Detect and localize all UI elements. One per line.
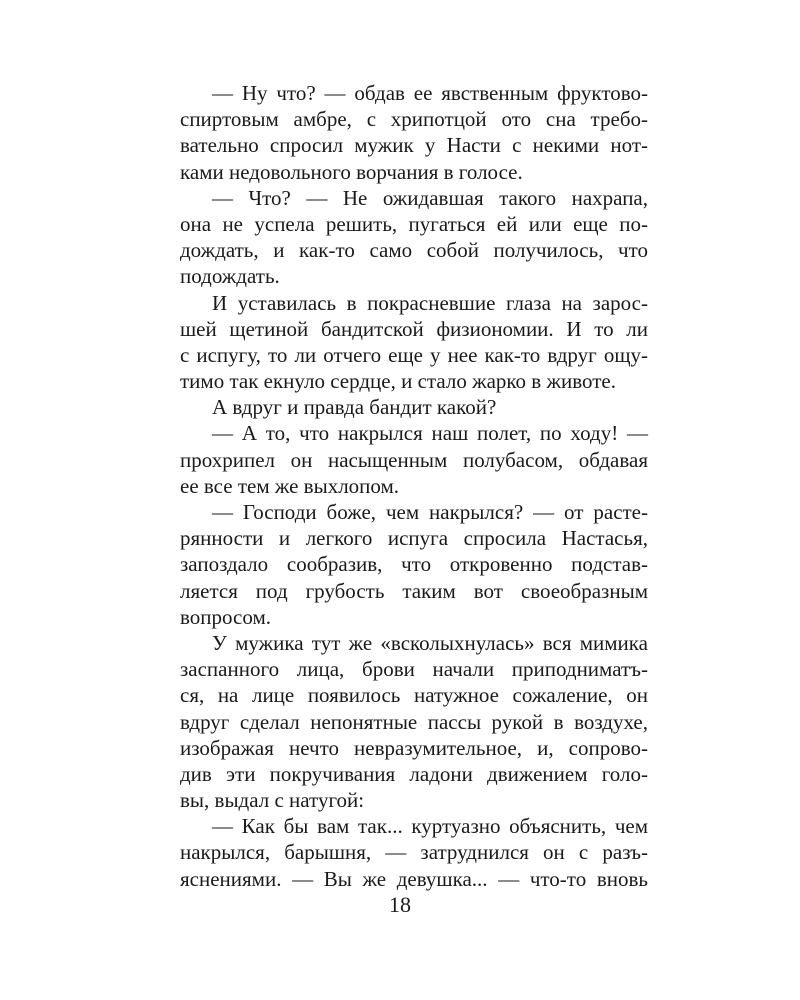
text-line: шей щетиной бандитской физиономии. И то ли (180, 316, 648, 341)
text-line: тимо так екнуло сердце, и стало жарко в животе. (180, 369, 616, 394)
text-line: прохрипел он насыщенным полубасом, обдавая (180, 447, 648, 472)
text-line: подождать. (180, 264, 280, 289)
text-line: — Ну что? — обдав ее явственным фруктово- (212, 81, 648, 105)
text-line: — А то, что накрылся наш полет, по ходу! — (212, 421, 648, 446)
text-line: вдруг сделал непонятные пассы рукой в воздухе, (180, 709, 648, 734)
body-text (180, 80, 648, 892)
text-line: запоздало сообразив, что откровенно подстав- (180, 552, 648, 577)
text-line: У мужика тут же «всколыхнулась» вся мимика (212, 630, 648, 655)
text-line: — Как бы вам так... куртуазно объяснить, чем (212, 814, 648, 839)
text-line: дождать, и как-то само собой получилось, что (180, 238, 648, 263)
text-line: она не успела решить, пугаться ей или еще по- (180, 211, 648, 236)
text-line: ся, на лице появилось натужное сожаление, он (180, 683, 648, 708)
text-line: яснениями. — Вы же девушка... — что-то вновь (180, 866, 648, 891)
text-line: с испугу, то ли отчего еще у нее как-то вдруг ощу- (180, 342, 648, 367)
text-line: — Что? — Не ожидавшая такого нахрапа, (212, 185, 648, 210)
text-line: вательно спросил мужик у Насти с некими нот- (180, 133, 648, 158)
text-line: — Господи боже, чем накрылся? — от расте- (212, 500, 648, 524)
text-line: див эти покручивания ладони движением голо- (180, 761, 648, 786)
text-line: накрылся, барышня, — затруднился он с разъ- (180, 840, 648, 865)
text-line: изображая нечто невразумительное, и, сопрово- (180, 735, 648, 760)
text-line: А вдруг и правда бандит какой? (212, 395, 497, 420)
text-line: ляется под грубость таким вот своеобразным (180, 578, 648, 603)
text-line: вопросом. (180, 604, 271, 629)
text-line: ками недовольного ворчания в голосе. (180, 159, 523, 184)
page-number: 18 (389, 892, 411, 917)
text-line: вы, выдал с натугой: (180, 788, 365, 813)
text-line: рянности и легкого испуга спросила Настасья, (180, 526, 648, 551)
text-line: ее все тем же выхлопом. (180, 473, 400, 498)
text-line: спиртовым амбре, с хрипотцой ото сна требо- (180, 107, 648, 132)
text-line: И уставилась в покрасневшие глаза на зарос- (212, 290, 648, 315)
text-line: заспанного лица, брови начали приподниматъ- (180, 657, 648, 682)
